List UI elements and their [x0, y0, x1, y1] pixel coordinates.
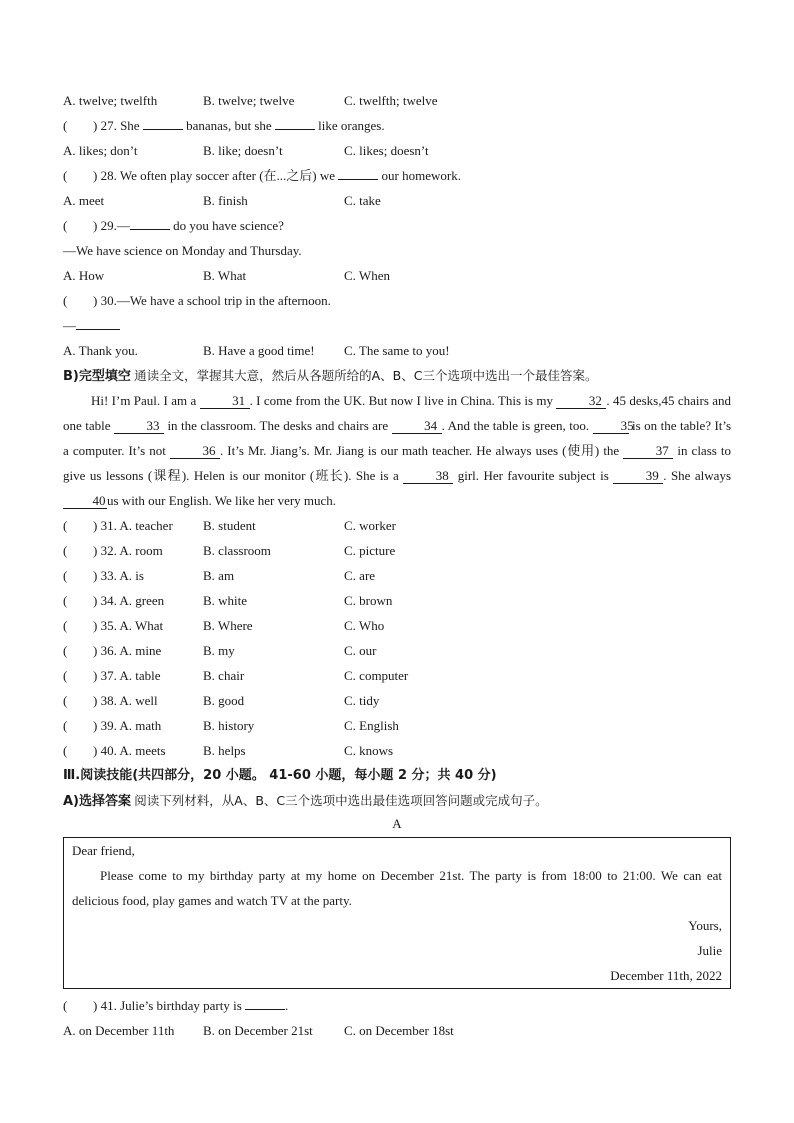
blank-40: 40: [63, 494, 107, 509]
option-b: B. Have a good time!: [203, 343, 315, 358]
answer-blank: [130, 229, 170, 230]
cloze-row: ( ) 38. A. well B. good C. tidy: [63, 693, 380, 708]
q29-options: [63, 263, 731, 288]
answer-blank: [143, 129, 183, 130]
option-c: C. likes; doesn’t: [344, 143, 429, 158]
option-c: C. on December 18st: [344, 1023, 454, 1038]
blank-36: 36: [170, 444, 220, 459]
option-c: C. twelfth; twelve: [344, 93, 438, 108]
cloze-passage: Hi! I’m Paul. I am a 31 . I come from the UK. But now I live in China. This is my 32 . 45 desks,45 chairs and one table 33 in the classroom. The desks and chairs are 34 . And the table is green, too. 35 is on the table? It’s a computer. It’s not 36 . It’s Mr. Jiang’s. Mr. Jiang is our math teacher. He always uses (使用) the 37 in class to give us lessons (课程). Helen is our monitor (班长). She is a 38 girl. Her favourite subject is 39 . She always 40 us with our English. We like her very much.: [63, 393, 732, 508]
blank-31: 31: [200, 394, 250, 409]
section-a-heading: [63, 788, 731, 813]
section-instructions: 通读全文，掌握其大意，然后从各题所给的A、B、C三个选项中选出一个最佳答案。: [134, 368, 598, 383]
q41-options: [63, 1018, 731, 1043]
option-a: A. How: [63, 268, 105, 283]
letter-signature: Julie: [697, 943, 722, 958]
letter-greeting: Dear friend,: [72, 843, 135, 858]
section-b-heading: [63, 363, 731, 388]
letter-body: Please come to my birthday party at my home on December 21st. The party is from 18:00 to 21:00. We can eat delicious food, play games and watch TV at the party.: [72, 868, 722, 908]
answer-blank: [275, 129, 315, 130]
blank-39: 39: [613, 469, 663, 484]
cloze-row: ( ) 31. A. teacher B. student C. worker: [63, 518, 396, 533]
option-c: C. The same to you!: [344, 343, 450, 358]
letter-box: [63, 837, 731, 989]
cloze-row: ( ) 40. A. meets B. helps C. knows: [63, 743, 394, 758]
q29-answer: —We have science on Monday and Thursday.: [63, 243, 302, 258]
blank-34: 34: [392, 419, 442, 434]
exam-page: [63, 88, 731, 1043]
question-29: ( ) 29.— do you have science?: [63, 218, 284, 233]
question-30: ( ) 30.—We have a school trip in the afternoon.: [63, 293, 331, 308]
option-b: B. What: [203, 268, 247, 283]
q30-options: [63, 338, 731, 363]
blank-37: 37: [623, 444, 673, 459]
cloze-row: ( ) 39. A. math B. history C. English: [63, 718, 399, 733]
option-b: B. twelve; twelve: [203, 93, 295, 108]
section-3-title: Ⅲ.阅读技能(共四部分，20 小题。 41-60 小题，每小题 2 分；共 40 分): [63, 768, 497, 783]
cloze-row: ( ) 37. A. table B. chair C. computer: [63, 668, 409, 683]
question-27: ( ) 27. She bananas, but she like oranges.: [63, 118, 385, 133]
answer-blank: [338, 179, 378, 180]
section-title: A)选择答案: [63, 794, 132, 809]
option-c: C. take: [344, 193, 381, 208]
option-b: B. finish: [203, 193, 248, 208]
letter-date: December 11th, 2022: [610, 968, 722, 983]
blank-35: 35: [593, 419, 629, 434]
option-c: C. When: [344, 268, 390, 283]
q27-options: [63, 138, 731, 163]
option-b: B. on December 21st: [203, 1023, 313, 1038]
option-a: A. meet: [63, 193, 105, 208]
option-a: A. likes; don’t: [63, 143, 138, 158]
q26-options: [63, 88, 731, 113]
section-title: B)完型填空: [63, 369, 131, 384]
answer-blank: [245, 1009, 285, 1010]
cloze-row: ( ) 33. A. is B. am C. are: [63, 568, 376, 583]
option-a: A. on December 11th: [63, 1023, 175, 1038]
cloze-row: ( ) 32. A. room B. classroom C. picture: [63, 543, 396, 558]
blank-33: 33: [114, 419, 164, 434]
q28-options: [63, 188, 731, 213]
question-41: ( ) 41. Julie’s birthday party is .: [63, 998, 289, 1013]
option-a: A. Thank you.: [63, 343, 138, 358]
option-b: B. like; doesn’t: [203, 143, 283, 158]
section-instructions: 阅读下列材料，从A、B、C三个选项中选出最佳选项回答问题或完成句子。: [134, 793, 548, 808]
letter-closing: Yours,: [688, 918, 722, 933]
cloze-row: ( ) 36. A. mine B. my C. our: [63, 643, 377, 658]
blank-32: 32: [556, 394, 606, 409]
option-a: A. twelve; twelfth: [63, 93, 158, 108]
blank-38: 38: [403, 469, 453, 484]
answer-blank: [76, 329, 120, 330]
q30-response: —: [63, 313, 731, 338]
cloze-row: ( ) 34. A. green B. white C. brown: [63, 593, 393, 608]
cloze-row: ( ) 35. A. What B. Where C. Who: [63, 618, 385, 633]
cloze-options: [63, 513, 731, 763]
question-28: ( ) 28. We often play soccer after (在...之后) we our homework.: [63, 168, 461, 183]
passage-label: A: [392, 816, 402, 831]
